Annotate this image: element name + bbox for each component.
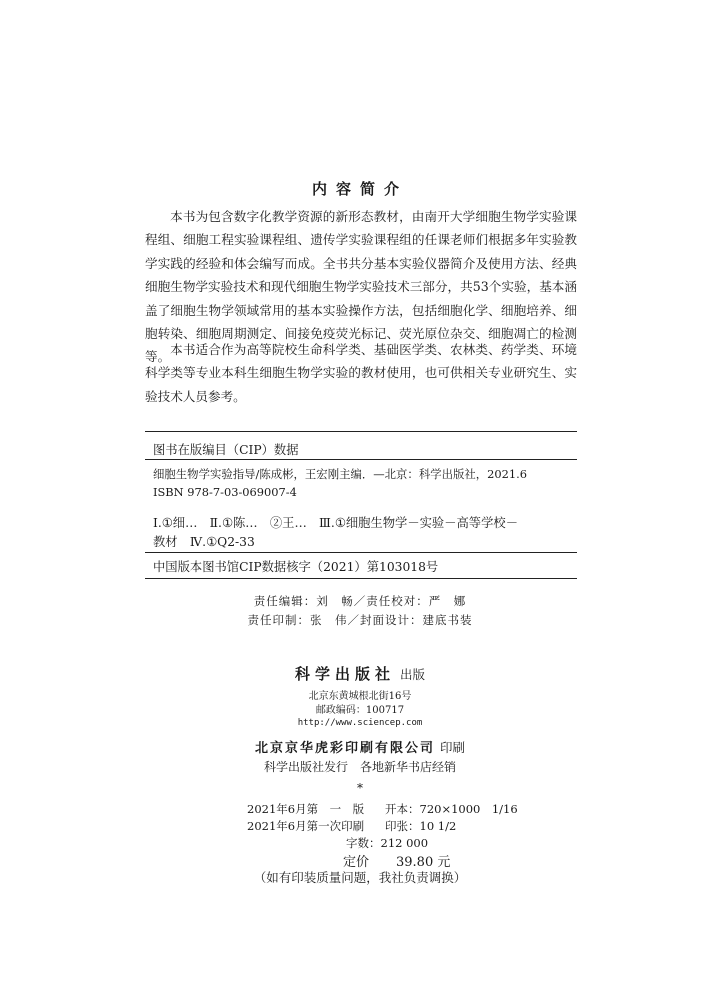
summary-title: 内容简介 bbox=[311, 180, 408, 198]
publisher-line bbox=[0, 663, 720, 684]
separator-star: * bbox=[357, 781, 363, 795]
price-label: 定价 bbox=[343, 855, 370, 870]
spec-words: 字数：212 000 bbox=[346, 836, 429, 850]
publisher-name: 科学出版社 bbox=[294, 665, 395, 683]
summary-paragraph-2-text: 本书适合作为高等院校生命科学类、基础医学类、农林类、药学类、环境科学类等专业本科生细胞生物学实验的教材使用，也可供相关专业研究生、实验技术人员参考。 bbox=[145, 342, 577, 404]
printer-line bbox=[0, 737, 720, 756]
publisher-address: 北京东黄城根北街16号 bbox=[308, 691, 412, 702]
cip-header: 图书在版编目（CIP）数据 bbox=[153, 443, 299, 457]
publisher-url: http://www.sciencep.com bbox=[297, 718, 423, 728]
publisher-suffix: 出版 bbox=[400, 667, 426, 682]
publisher-postcode: 邮政编码：100717 bbox=[315, 705, 405, 716]
summary-paragraph-2 bbox=[145, 338, 577, 408]
spec-sheets: 印张：10 1/2 bbox=[385, 819, 457, 833]
price-value: 39.80 元 bbox=[396, 855, 451, 870]
spec-printing: 2021年6月第一次印刷 bbox=[247, 819, 365, 833]
spec-format: 开本：720×1000 1/16 bbox=[385, 802, 518, 816]
distribution-line: 科学出版社发行 各地新华书店经销 bbox=[263, 760, 456, 774]
quality-notice: （如有印装质量问题，我社负责调换） bbox=[253, 870, 467, 885]
cip-record: 中国版本图书馆CIP数据核字（2021）第103018号 bbox=[153, 560, 439, 574]
credits-line-1: 责任编辑：刘 畅／责任校对：严 娜 bbox=[253, 594, 467, 608]
printer-name: 北京京华虎彩印刷有限公司 bbox=[254, 741, 435, 756]
cip-top-rule bbox=[145, 431, 577, 432]
cip-mid-rule bbox=[145, 552, 577, 553]
cip-book-line: 细胞生物学实验指导/陈成彬，王宏刚主编．—北京：科学出版社，2021.6 bbox=[153, 467, 528, 481]
cip-classification-line-2: 教材 Ⅳ.①Q2-33 bbox=[153, 535, 255, 549]
cip-header-rule bbox=[145, 459, 577, 460]
summary-paragraph-1-text: 本书为包含数字化教学资源的新形态教材，由南开大学细胞生物学实验课程组、细胞工程实验课程组、遗传学实验课程组的任课老师们根据多年实验教学实践的经验和体会编写而成。全书共分基本实验仪器简介及使用方法、经典细胞生物学实验技术和现代细胞生物学实验技术三部分，共53个实验，基本涵盖了细胞生物学领域常用的基本实验操作方法，包括细胞化学、细胞培养、细胞转染、细胞周期测定、间接免疫荧光标记、荧光原位杂交、细胞凋亡的检测等。 bbox=[145, 209, 577, 365]
credits-line-2: 责任印制：张 伟／封面设计：建底书装 bbox=[247, 613, 473, 627]
cip-bottom-rule bbox=[145, 578, 577, 579]
cip-classification-line-1: Ⅰ.①细… Ⅱ.①陈… ②王… Ⅲ.①细胞生物学－实验－高等学校－ bbox=[153, 516, 518, 530]
spec-edition: 2021年6月第 一 版 bbox=[247, 802, 365, 816]
cip-isbn: ISBN 978-7-03-069007-4 bbox=[153, 485, 297, 499]
printer-suffix: 印刷 bbox=[440, 740, 466, 755]
